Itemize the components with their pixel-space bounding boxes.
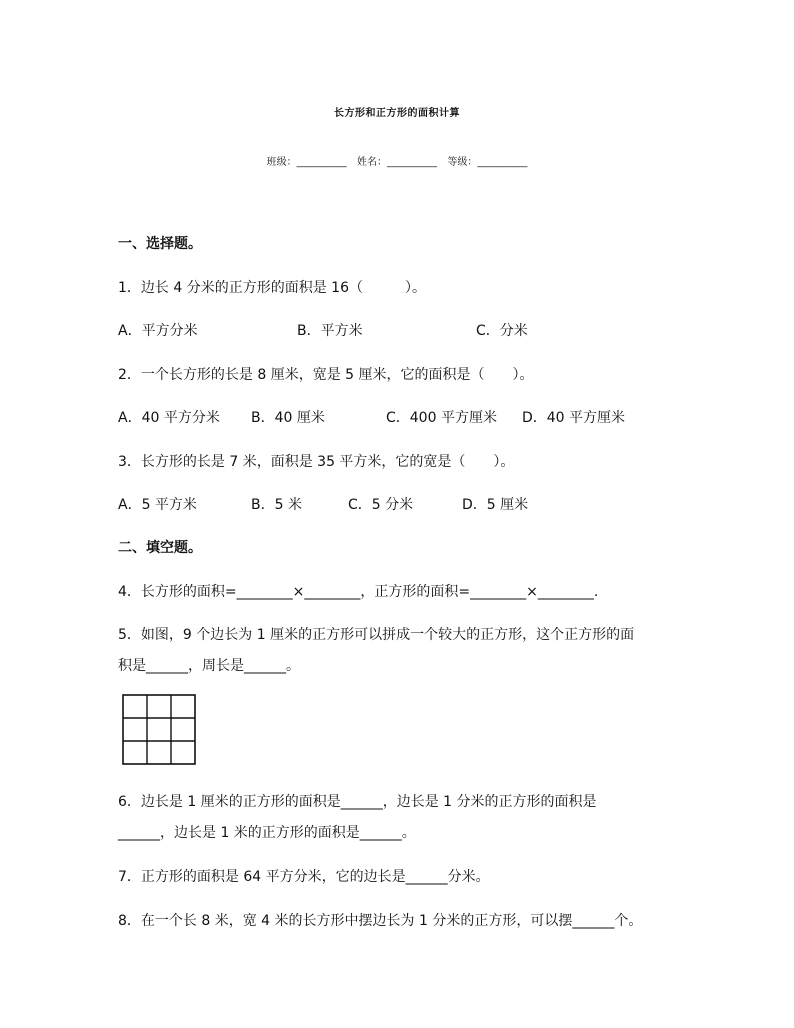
question-1-option-b: B．平方米 bbox=[297, 323, 363, 339]
question-3: 3．长方形的长是 7 米，面积是 35 平方米，它的宽是（ ）。 bbox=[118, 454, 515, 470]
section-choice-heading: 一、选择题。 bbox=[118, 236, 202, 252]
page-title: 长方形和正方形的面积计算 bbox=[334, 108, 460, 119]
question-3-option-c: C．5 分米 bbox=[348, 497, 414, 513]
question-5-line-2: 积是______，周长是______。 bbox=[118, 658, 300, 674]
question-7: 7．正方形的面积是 64 平方分米，它的边长是______分米。 bbox=[118, 869, 490, 885]
class-label: 班级： bbox=[266, 157, 297, 168]
question-2: 2．一个长方形的长是 8 厘米，宽是 5 厘米，它的面积是（ ）。 bbox=[118, 367, 534, 383]
section-fill-heading: 二、填空题。 bbox=[118, 540, 202, 556]
grade-blank: __________ bbox=[477, 157, 528, 168]
name-blank: __________ bbox=[387, 157, 437, 168]
question-4: 4．长方形的面积=________×________，正方形的面积=________×________. bbox=[118, 584, 599, 600]
question-1-option-a: A．平方分米 bbox=[118, 323, 198, 339]
grid-outer-border bbox=[123, 695, 195, 764]
question-2-option-c: C．400 平方厘米 bbox=[386, 410, 497, 426]
name-label: 姓名： bbox=[357, 157, 387, 168]
question-2-option-d: D．40 平方厘米 bbox=[522, 410, 626, 426]
student-info-line bbox=[0, 153, 794, 168]
question-1-option-c: C．分米 bbox=[476, 323, 528, 339]
grade-label: 等级： bbox=[447, 157, 478, 168]
question-2-option-b: B．40 厘米 bbox=[251, 410, 325, 426]
question-6-line-1: 6．边长是 1 厘米的正方形的面积是______，边长是 1 分米的正方形的面积是 bbox=[118, 794, 597, 810]
nine-square-grid-figure bbox=[122, 694, 196, 765]
question-3-option-a: A．5 平方米 bbox=[118, 497, 197, 513]
question-3-option-d: D．5 厘米 bbox=[462, 497, 529, 513]
question-3-option-b: B．5 米 bbox=[251, 497, 302, 513]
question-5-line-1: 5．如图，9 个边长为 1 厘米的正方形可以拼成一个较大的正方形，这个正方形的面 bbox=[118, 627, 635, 643]
question-1: 1．边长 4 分米的正方形的面积是 16（ ）。 bbox=[118, 280, 426, 296]
question-6-line-2: ______，边长是 1 米的正方形的面积是______。 bbox=[118, 825, 416, 841]
question-8: 8．在一个长 8 米，宽 4 米的长方形中摆边长为 1 分米的正方形，可以摆______个。 bbox=[118, 913, 643, 929]
question-2-option-a: A．40 平方分米 bbox=[118, 410, 220, 426]
class-blank: __________ bbox=[296, 157, 347, 168]
